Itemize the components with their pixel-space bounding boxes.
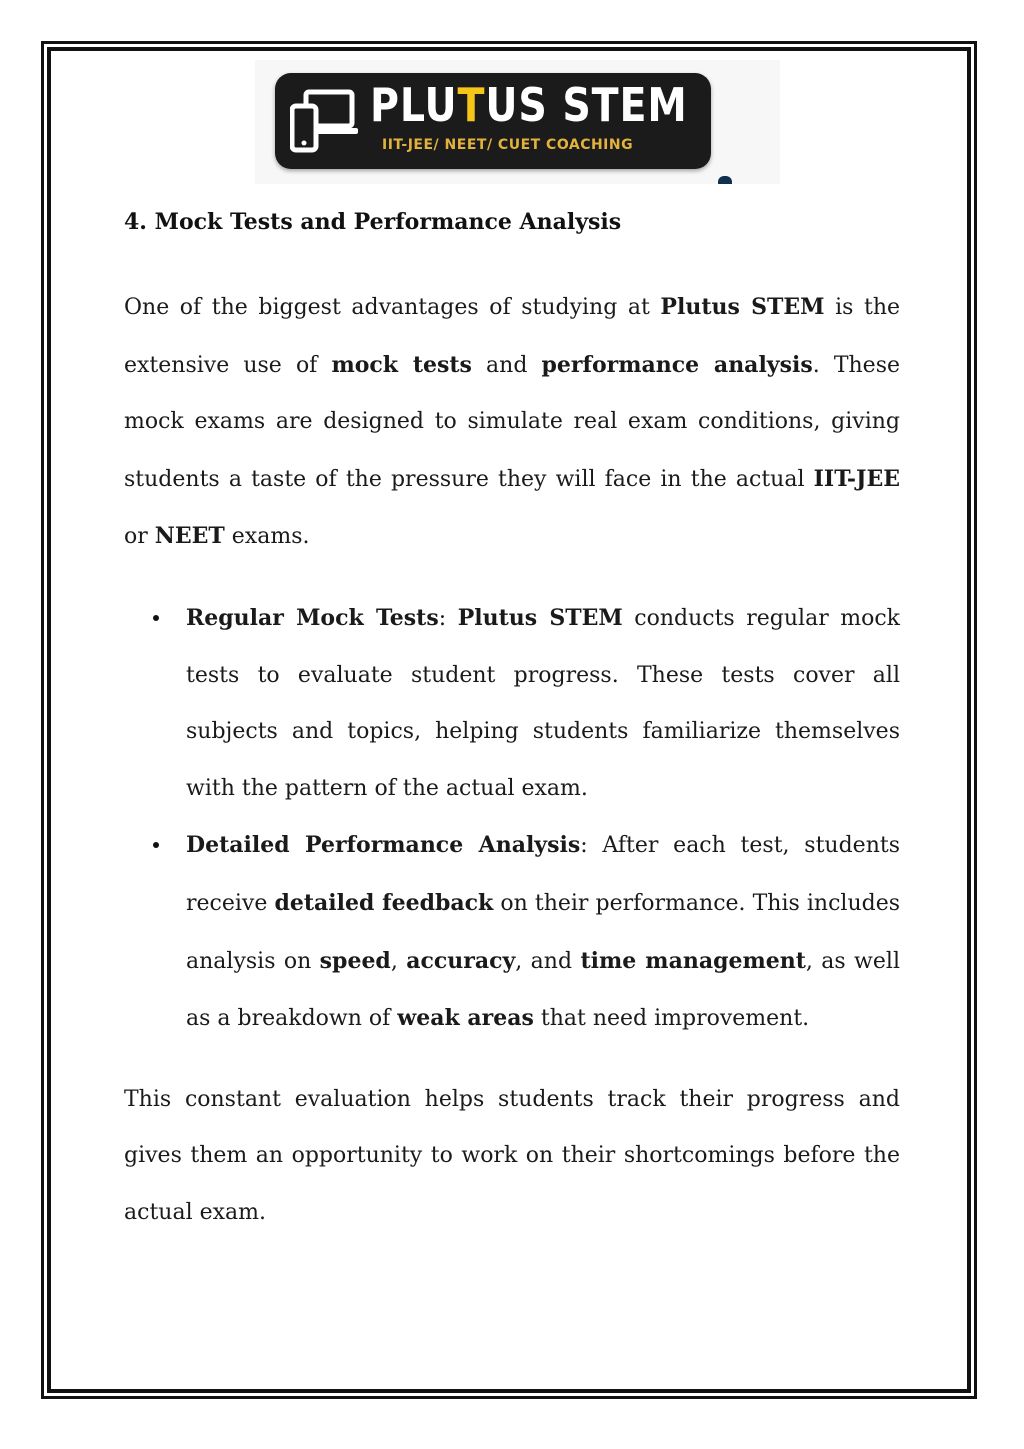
- intro-bold-3: performance analysis: [541, 351, 813, 378]
- logo-title: [370, 78, 688, 132]
- logo-title-accent: T: [457, 78, 486, 132]
- bullet-item-regular-mock-tests: [186, 590, 900, 817]
- bullet-2-bold-6: weak areas: [397, 1005, 534, 1032]
- bullet-1-bold-2: Plutus STEM: [457, 604, 623, 631]
- intro-paragraph: [124, 279, 900, 566]
- intro-bold-5: NEET: [154, 523, 225, 550]
- bullet-2-bold-3: speed: [319, 947, 391, 974]
- bullet-2-text-2: on their performance. This includes analysis on: [186, 890, 901, 974]
- bullet-2-bold-4: accuracy: [406, 947, 516, 974]
- bullet-dot: [153, 842, 159, 848]
- logo-tagline: IIT-JEE/ NEET/ CUET COACHING: [382, 137, 634, 153]
- bullet-2-text-3: ,: [390, 948, 407, 974]
- bullet-2-text-6: that need improvement.: [533, 1006, 810, 1032]
- bullet-2-text-1: : After each test, students receive: [186, 833, 900, 916]
- bullet-2-bold-5: time management: [580, 947, 806, 974]
- intro-bold-2: mock tests: [331, 351, 472, 378]
- bullet-dot: [153, 615, 159, 621]
- bullet-item-detailed-performance-analysis: [186, 817, 900, 1047]
- bullet-list: [124, 590, 900, 1048]
- bullet-1-bold-1: Regular Mock Tests: [186, 604, 439, 631]
- logo-title-main: PLU: [370, 78, 458, 132]
- closing-paragraph: This constant evaluation helps students track their progress and gives them an opportunity to work on their shortcomings before the actual exam.: [124, 1086, 900, 1225]
- document-content: [124, 200, 900, 1242]
- section-heading: 4. Mock Tests and Performance Analysis: [124, 209, 622, 235]
- bullet-2-text-4: , and: [515, 948, 581, 974]
- intro-text-5: or: [124, 524, 155, 550]
- intro-text-2: is the extensive use of: [124, 295, 901, 378]
- bullet-2-bold-2: detailed feedback: [274, 889, 494, 916]
- device-icon: [290, 86, 360, 156]
- logo-title-rest: US STEM: [485, 78, 688, 132]
- intro-bold-1: Plutus STEM: [660, 294, 825, 320]
- bullet-2-text-5: , as well as a breakdown of: [186, 948, 900, 1032]
- bullet-1-text-2: conducts regular mock tests to evaluate student progress. These tests cover all subjects and topics, helping students familiarize themselves with the pattern of the actual exam.: [186, 605, 901, 801]
- bullet-1-text-1: :: [438, 605, 458, 631]
- bullet-2-bold-1: Detailed Performance Analysis: [186, 832, 581, 859]
- logo-mark: [718, 176, 732, 184]
- intro-bold-4: IIT-JEE: [813, 465, 900, 492]
- intro-text-6: exams.: [224, 524, 310, 550]
- intro-text-3: and: [471, 352, 542, 378]
- intro-text-1: One of the biggest advantages of studying at: [124, 295, 661, 320]
- intro-text-4: . These mock exams are designed to simulate real exam conditions, giving students a taste of the pressure they will face in the actual: [124, 352, 900, 492]
